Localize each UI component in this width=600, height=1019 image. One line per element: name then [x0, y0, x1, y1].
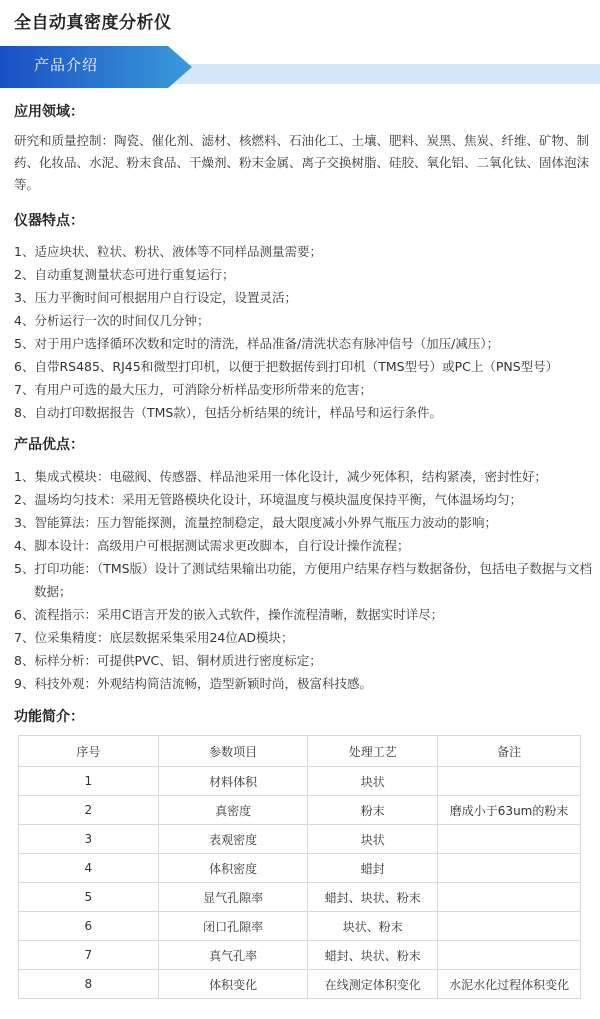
table-row — [19, 941, 581, 970]
page-title: 全自动真密度分析仪 — [14, 13, 172, 33]
list-item: 5、打印功能：（TMS版）设计了测试结果输出功能，方便用户结果存档与数据备份，包括电子数据与文档数据； — [14, 561, 593, 599]
table-row — [19, 883, 581, 912]
table-cell: 块状 — [308, 825, 438, 854]
table-cell: 在线测定体积变化 — [308, 970, 438, 999]
features-list — [14, 240, 596, 424]
column-header: 备注 — [438, 736, 581, 767]
list-item: 1、适应块状、粒状、粉状、液体等不同样品测量需要； — [14, 244, 322, 259]
section-banner — [0, 44, 600, 90]
column-header: 参数项目 — [158, 736, 308, 767]
table-cell: 3 — [19, 825, 159, 854]
list-item: 8、自动打印数据报告（TMS款），包括分析结果的统计，样品号和运行条件。 — [14, 405, 443, 420]
list-item: 3、智能算法：压力智能探测，流量控制稳定，最大限度减小外界气瓶压力波动的影响； — [14, 515, 497, 530]
list-item: 9、科技外观：外观结构简洁流畅，造型新颖时尚，极富科技感。 — [14, 676, 372, 691]
list-item: 1、集成式模块：电磁阀、传感器、样品池采用一体化设计，减少死体积，结构紧凑，密封性好； — [14, 469, 547, 484]
table-cell: 体积变化 — [158, 970, 308, 999]
table-cell: 蜡封、块状、粉末 — [308, 941, 438, 970]
table-cell — [438, 941, 581, 970]
table-cell: 粉末 — [308, 796, 438, 825]
table-cell — [438, 912, 581, 941]
table-cell: 水泥水化过程体积变化 — [438, 970, 581, 999]
list-item: 6、自带RS485、RJ45和微型打印机，以便于把数据传到打印机（TMS型号）或PC上（PNS型号） — [14, 359, 559, 374]
application-heading: 应用领域： — [14, 104, 84, 120]
features-heading: 仪器特点： — [14, 213, 84, 229]
table-cell: 材料体积 — [158, 767, 308, 796]
table-cell: 8 — [19, 970, 159, 999]
banner-label: 产品介绍 — [34, 56, 99, 74]
table-cell — [438, 883, 581, 912]
list-item: 4、脚本设计：高级用户可根据测试需求更改脚本，自行设计操作流程； — [14, 538, 410, 553]
list-item: 3、压力平衡时间可根据用户自行设定，设置灵活； — [14, 290, 297, 305]
table-cell: 1 — [19, 767, 159, 796]
table-row — [19, 825, 581, 854]
table-cell: 6 — [19, 912, 159, 941]
list-item: 6、流程指示：采用C语言开发的嵌入式软件，操作流程清晰，数据实时详尽； — [14, 607, 444, 622]
table-cell: 体积密度 — [158, 854, 308, 883]
functions-table — [18, 735, 581, 999]
list-item: 2、温场均匀技术：采用无管路模块化设计，环境温度与模块温度保持平衡，气体温场均匀； — [14, 492, 522, 507]
table-row — [19, 912, 581, 941]
table-cell: 5 — [19, 883, 159, 912]
list-item: 7、位采集精度：底层数据采集采用24位AD模块； — [14, 630, 294, 645]
table-cell: 蜡封 — [308, 854, 438, 883]
table-cell: 块状、粉末 — [308, 912, 438, 941]
application-text: 研究和质量控制：陶瓷、催化剂、滤材、核燃料、石油化工、土壤、肥料、炭黑、焦炭、纤维、矿物、制药、化妆品、水泥、粉末食品、干燥剂、粉末金属、离子交换树脂、硅胶、氧化铝、二氧化钛、固体泡沫等。 — [14, 133, 590, 192]
table-cell: 真密度 — [158, 796, 308, 825]
table-cell: 7 — [19, 941, 159, 970]
table-cell: 磨成小于63um的粉末 — [438, 796, 581, 825]
table-cell: 显气孔隙率 — [158, 883, 308, 912]
functions-heading: 功能简介： — [14, 709, 84, 725]
table-cell: 2 — [19, 796, 159, 825]
table-cell: 真气孔率 — [158, 941, 308, 970]
column-header: 处理工艺 — [308, 736, 438, 767]
table-cell: 闭口孔隙率 — [158, 912, 308, 941]
list-item: 7、有用户可选的最大压力，可消除分析样品变形所带来的危害； — [14, 382, 372, 397]
list-item: 5、对于用户选择循环次数和定时的清洗，样品准备/清洗状态有脉冲信号（加压/减压）； — [14, 336, 500, 351]
list-item: 8、标样分析：可提供PVC、铝、铜材质进行密度标定； — [14, 653, 322, 668]
list-item: 2、自动重复测量状态可进行重复运行； — [14, 267, 235, 282]
table-row — [19, 970, 581, 999]
column-header: 序号 — [19, 736, 159, 767]
table-cell: 4 — [19, 854, 159, 883]
table-row — [19, 767, 581, 796]
banner-arrow-shape — [0, 44, 200, 90]
table-cell — [438, 825, 581, 854]
list-item: 4、分析运行一次的时间仅几分钟； — [14, 313, 210, 328]
table-cell: 蜡封、块状、粉末 — [308, 883, 438, 912]
advantages-list — [14, 465, 596, 695]
table-row — [19, 796, 581, 825]
table-cell — [438, 854, 581, 883]
table-cell: 表观密度 — [158, 825, 308, 854]
table-row — [19, 854, 581, 883]
table-header-row — [19, 736, 581, 767]
table-cell — [438, 767, 581, 796]
table-cell: 块状 — [308, 767, 438, 796]
advantages-heading: 产品优点： — [14, 437, 84, 453]
